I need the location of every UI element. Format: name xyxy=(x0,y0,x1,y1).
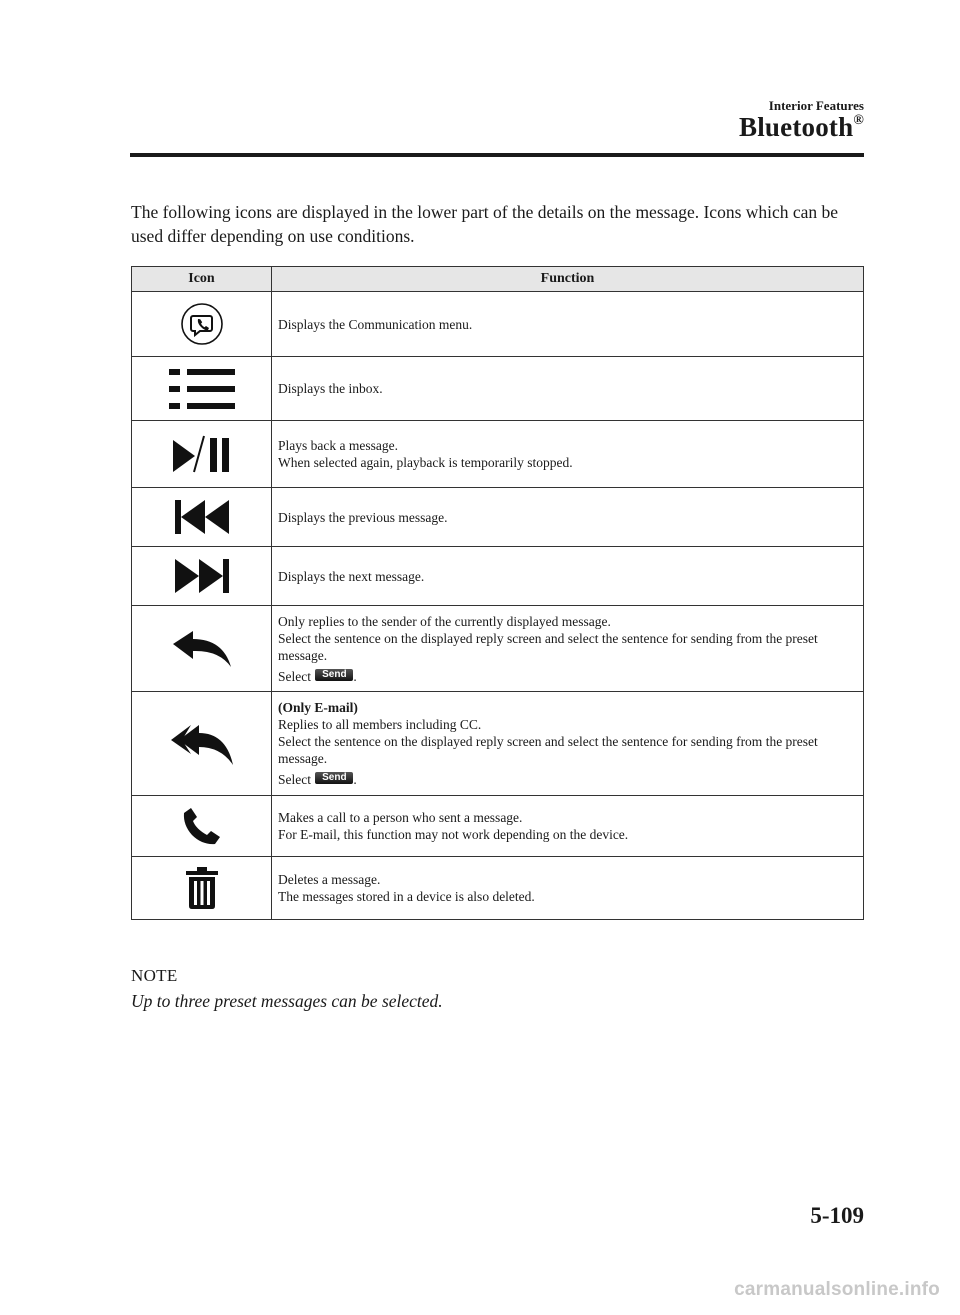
function-text: Displays the Communication menu. xyxy=(278,316,473,332)
function-text: Plays back a message. xyxy=(278,438,398,453)
trash-icon xyxy=(185,866,219,910)
table-row xyxy=(132,606,864,692)
function-text: Makes a call to a person who sent a message. xyxy=(278,810,523,825)
table-row xyxy=(132,357,864,421)
communication-icon xyxy=(180,302,224,346)
function-text: Replies to all members including CC. xyxy=(278,717,482,732)
icon-cell xyxy=(132,547,272,606)
icon-cell xyxy=(132,692,272,796)
function-text: Only replies to the sender of the currently displayed message. xyxy=(278,613,611,629)
table-row xyxy=(132,547,864,606)
function-cell xyxy=(272,488,864,547)
reply-all-icon xyxy=(169,721,235,767)
table-header-row xyxy=(132,267,864,292)
reply-icon xyxy=(171,630,233,668)
function-text: The messages stored in a device is also deleted. xyxy=(278,889,535,904)
table-row xyxy=(132,692,864,796)
function-text: Select the sentence on the displayed reply screen and select the sentence for sending from the preset message. xyxy=(278,630,818,663)
function-cell xyxy=(272,606,864,692)
inbox-list-icon xyxy=(167,366,237,412)
note-body: Up to three preset messages can be selected. xyxy=(131,991,443,1011)
table-row xyxy=(132,292,864,357)
icon-cell xyxy=(132,421,272,488)
next-icon xyxy=(173,557,231,595)
table-row xyxy=(132,857,864,920)
function-text: Select the sentence on the displayed reply screen and select the sentence for sending from the preset message. xyxy=(278,734,818,766)
function-text: Deletes a message. xyxy=(278,872,381,887)
table-row xyxy=(132,488,864,547)
phone-icon xyxy=(182,806,222,846)
icon-function-table xyxy=(131,266,864,920)
function-text: Displays the previous message. xyxy=(278,509,448,525)
icon-column-header: Icon xyxy=(132,267,272,292)
send-button-image: Send xyxy=(315,669,353,681)
send-button-image: Send xyxy=(315,772,353,784)
header-rule xyxy=(130,153,864,157)
function-cell xyxy=(272,796,864,857)
select-suffix: . xyxy=(353,772,357,787)
function-cell xyxy=(272,421,864,488)
select-suffix: . xyxy=(353,668,357,684)
chapter-title-text: Bluetooth xyxy=(739,112,854,142)
function-heading: (Only E-mail) xyxy=(278,700,358,715)
note-heading: NOTE xyxy=(131,966,178,985)
function-text: When selected again, playback is temporarily stopped. xyxy=(278,455,573,470)
previous-icon xyxy=(173,498,231,536)
function-text: Displays the next message. xyxy=(278,568,425,584)
icon-cell xyxy=(132,292,272,357)
icon-cell xyxy=(132,606,272,692)
function-cell xyxy=(272,547,864,606)
table-row xyxy=(132,796,864,857)
select-send-line xyxy=(278,771,857,788)
select-prefix: Select xyxy=(278,668,311,684)
icon-cell xyxy=(132,796,272,857)
section-label: Interior Features xyxy=(768,98,864,113)
function-cell xyxy=(272,357,864,421)
table-row xyxy=(132,421,864,488)
icon-cell xyxy=(132,488,272,547)
select-send-line xyxy=(278,668,857,685)
select-prefix: Select xyxy=(278,772,311,787)
function-cell xyxy=(272,292,864,357)
watermark[interactable]: carmanualsonline.info xyxy=(734,1279,940,1300)
icon-cell xyxy=(132,857,272,920)
registered-mark: ® xyxy=(853,113,864,128)
function-column-header: Function xyxy=(272,267,864,292)
function-text: Displays the inbox. xyxy=(278,381,383,396)
function-cell xyxy=(272,692,864,796)
chapter-title xyxy=(739,112,864,143)
intro-paragraph: The following icons are displayed in the lower part of the details on the message. Icons which can be used differ depending on use conditions. xyxy=(131,202,839,246)
function-cell xyxy=(272,857,864,920)
play-pause-icon xyxy=(171,434,233,474)
function-text: For E-mail, this function may not work depending on the device. xyxy=(278,827,629,842)
page-number: 5-109 xyxy=(810,1203,864,1228)
icon-cell xyxy=(132,357,272,421)
